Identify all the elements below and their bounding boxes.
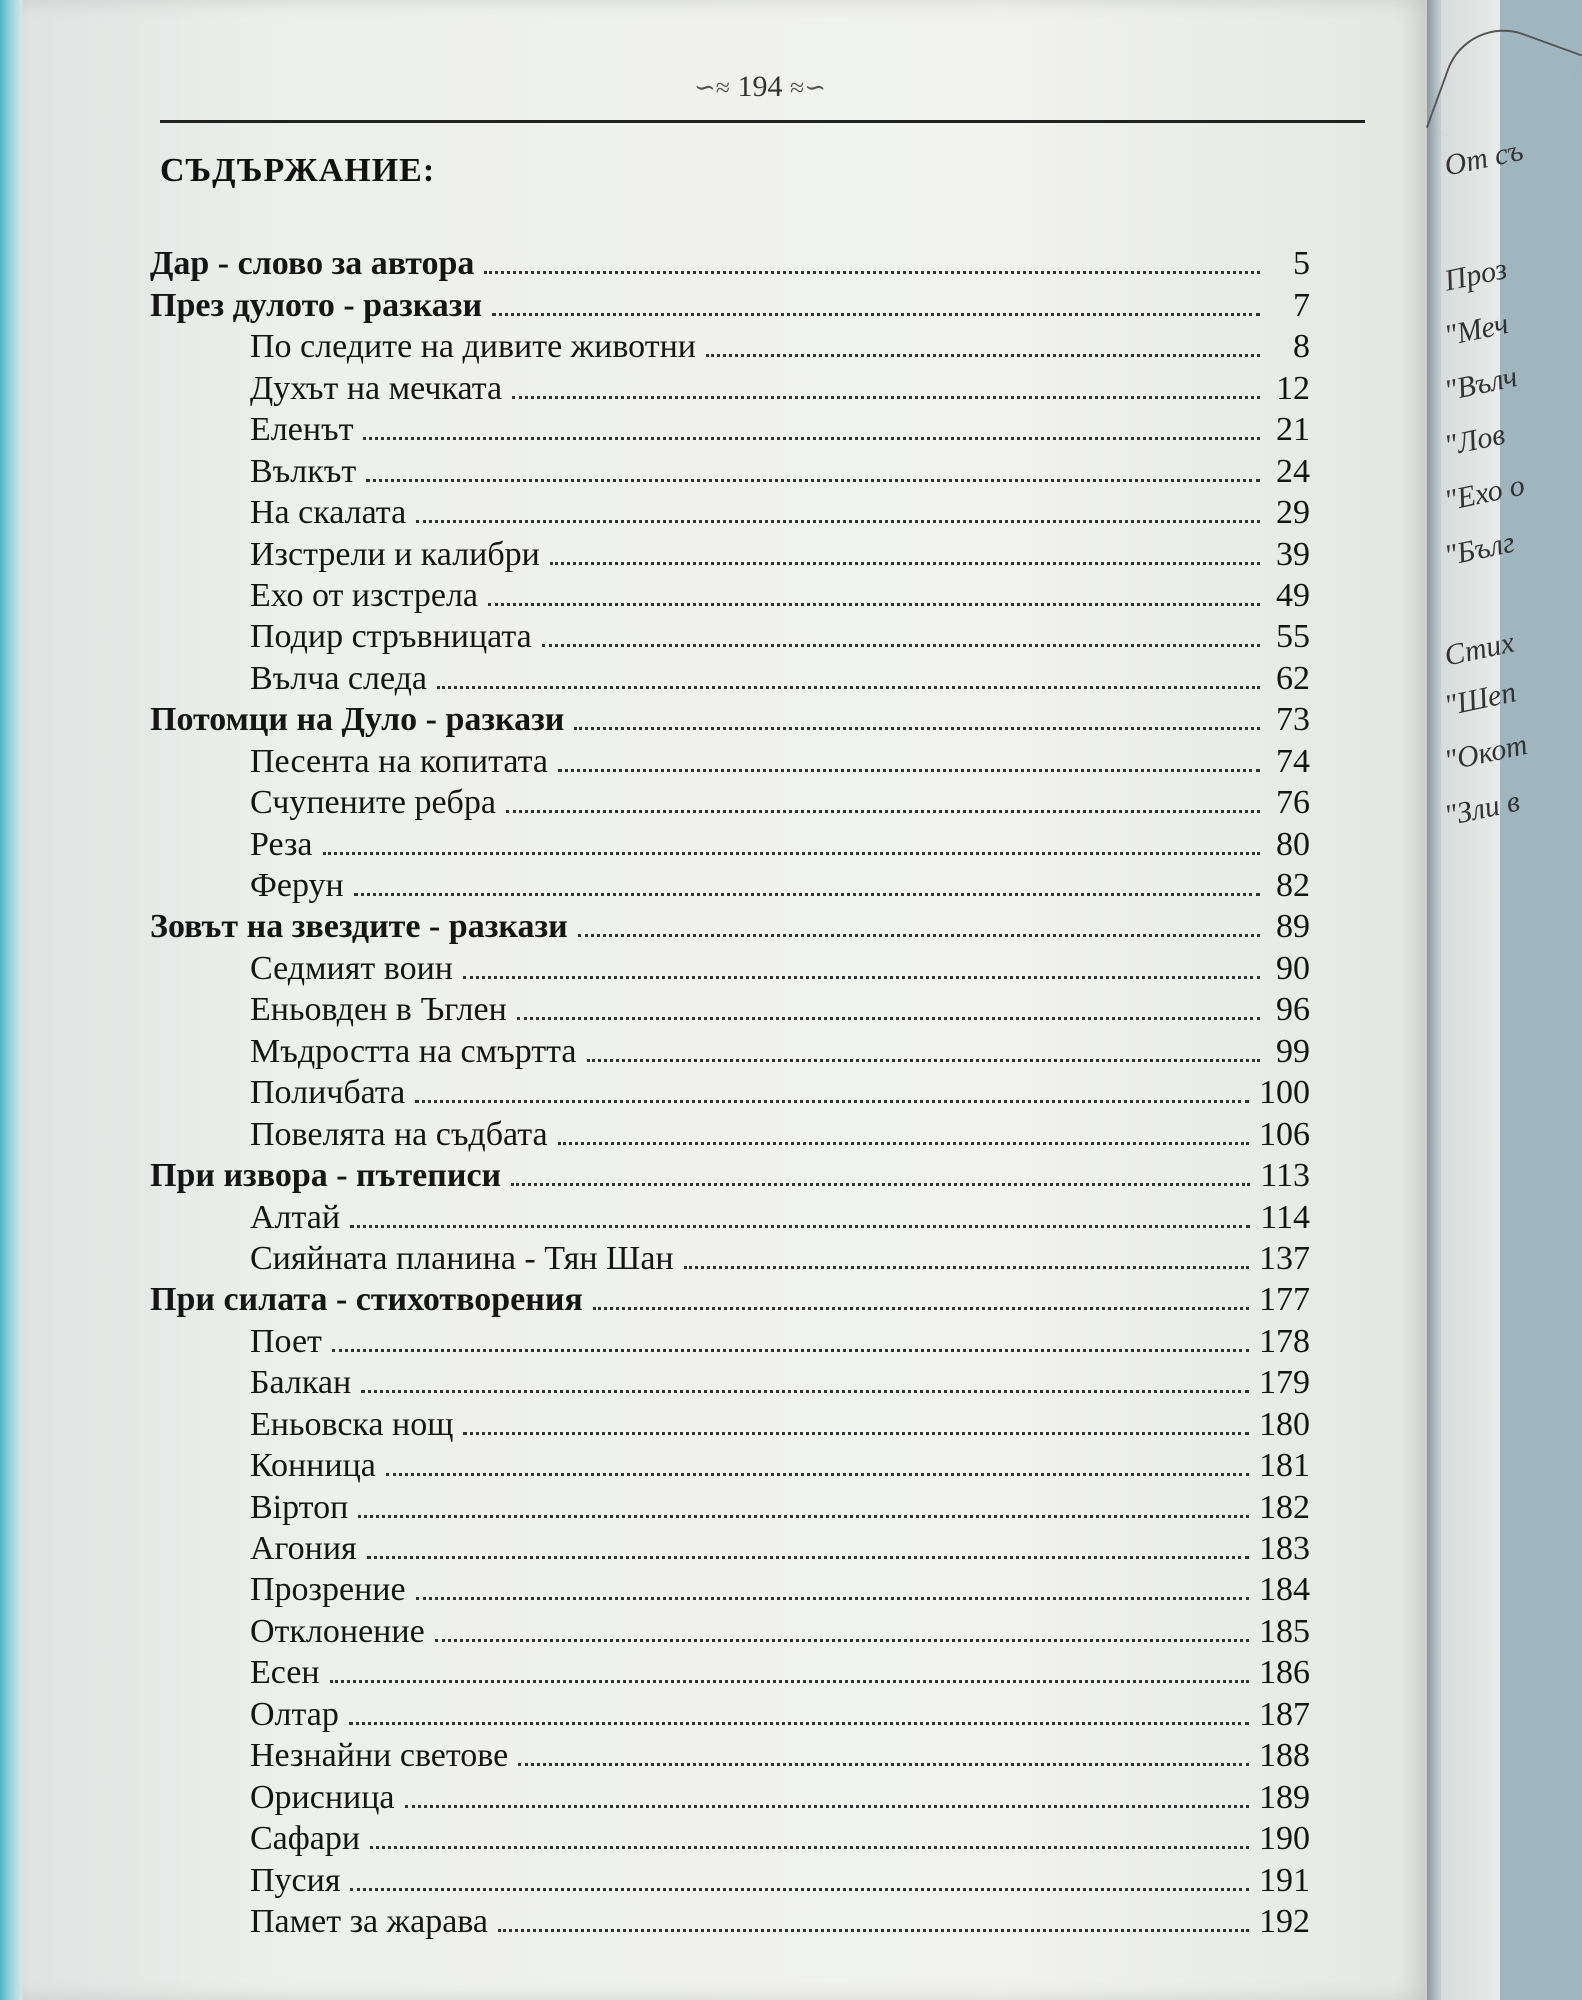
- toc-dot-leader: [506, 810, 1260, 813]
- toc-entry-label: Ехо от изстрела: [250, 576, 479, 614]
- toc-entry-page: 24: [1276, 452, 1310, 490]
- toc-section-entry: [150, 1152, 1310, 1193]
- toc-entry-page: 188: [1259, 1737, 1310, 1775]
- toc-dot-leader: [498, 1929, 1249, 1932]
- toc-dot-leader: [484, 271, 1260, 274]
- toc-subentry: [150, 613, 1310, 654]
- toc-entry-page: 62: [1276, 659, 1310, 697]
- toc-title: СЪДЪРЖАНИЕ:: [160, 152, 436, 189]
- toc-entry-label: Еньовска нощ: [250, 1405, 454, 1443]
- toc-dot-leader: [706, 354, 1260, 357]
- toc-entry-page: 178: [1259, 1322, 1310, 1360]
- toc-entry-page: 21: [1276, 411, 1310, 449]
- toc-entry-label: Поет: [250, 1322, 322, 1360]
- facing-page-text: "Лов: [1441, 417, 1508, 463]
- toc-subentry: [150, 1898, 1310, 1939]
- toc-subentry: [150, 406, 1310, 447]
- toc-entry-label: Ферун: [250, 867, 344, 904]
- toc-entry-label: Счупените ребра: [250, 784, 496, 822]
- toc-entry-page: 177: [1259, 1281, 1310, 1319]
- toc-subentry: [150, 364, 1310, 405]
- toc-entry-label: Пусия: [250, 1861, 341, 1899]
- toc-entry-label: Прозрение: [250, 1571, 406, 1609]
- toc-subentry: [150, 737, 1310, 778]
- toc-entry-page: 7: [1293, 286, 1310, 324]
- toc-subentry: [150, 572, 1310, 613]
- toc-dot-leader: [323, 852, 1261, 855]
- toc-subentry: [150, 1856, 1310, 1897]
- toc-entry-label: Вълча следа: [250, 659, 428, 697]
- toc-entry-label: Вълкът: [250, 452, 357, 490]
- toc-entry-label: Духът на мечката: [250, 369, 503, 407]
- toc-dot-leader: [512, 396, 1260, 399]
- page-header: [660, 70, 860, 104]
- toc-dot-leader: [350, 1225, 1250, 1228]
- toc-dot-leader: [511, 1183, 1250, 1186]
- left-book-edge: [0, 0, 22, 2000]
- toc-entry-page: 187: [1259, 1695, 1310, 1733]
- toc-entry-page: 39: [1276, 535, 1310, 573]
- toc-dot-leader: [558, 769, 1260, 772]
- toc-dot-leader: [363, 437, 1260, 440]
- toc-entry-page: 8: [1293, 328, 1310, 366]
- toc-entry-page: 182: [1259, 1488, 1310, 1526]
- toc-dot-leader: [684, 1266, 1249, 1269]
- toc-entry-label: Потомци на Дуло - разкази: [150, 701, 565, 739]
- toc-entry-label: Незнайни светове: [250, 1737, 509, 1775]
- toc-dot-leader: [416, 1597, 1249, 1600]
- toc-dot-leader: [358, 1515, 1249, 1518]
- toc-subentry: [150, 489, 1310, 530]
- toc-entry-label: Зовът на звездите - разкази: [150, 908, 568, 946]
- toc-section-entry: [150, 240, 1310, 281]
- book-gutter: [1427, 0, 1441, 2000]
- toc-subentry: [150, 779, 1310, 820]
- toc-entry-page: 113: [1260, 1157, 1310, 1195]
- toc-dot-leader: [517, 1017, 1260, 1020]
- toc-dot-leader: [405, 1805, 1249, 1808]
- toc-entry-page: 192: [1259, 1902, 1310, 1940]
- toc-entry-label: Агония: [250, 1530, 357, 1567]
- toc-dot-leader: [587, 1059, 1260, 1062]
- facing-page-text: "Зли в: [1441, 784, 1523, 833]
- toc-entry-label: Еньовден в Ъглен: [250, 991, 507, 1029]
- toc-entry-page: 183: [1259, 1530, 1310, 1567]
- toc-subentry: [150, 862, 1310, 903]
- toc-subentry: [150, 1690, 1310, 1731]
- toc-entry-page: 55: [1276, 618, 1310, 656]
- toc-section-entry: [150, 903, 1310, 944]
- toc-subentry: [150, 944, 1310, 985]
- toc-entry-page: 99: [1276, 1032, 1310, 1070]
- toc-entry-label: Изстрели и калибри: [250, 535, 540, 573]
- toc-dot-leader: [550, 562, 1260, 565]
- toc-subentry: [150, 1649, 1310, 1690]
- toc-dot-leader: [578, 934, 1260, 937]
- table-of-contents: [150, 240, 1310, 1939]
- toc-entry-page: 186: [1259, 1654, 1310, 1692]
- facing-page-text: "Ехо о: [1441, 468, 1528, 518]
- toc-entry-page: 114: [1260, 1198, 1310, 1236]
- toc-subentry: [150, 1442, 1310, 1483]
- toc-subentry: [150, 323, 1310, 364]
- toc-entry-page: 179: [1259, 1364, 1310, 1402]
- toc-entry-page: 180: [1259, 1405, 1310, 1443]
- toc-entry-label: Балкан: [250, 1364, 352, 1402]
- page-number: 194: [737, 70, 783, 103]
- toc-dot-leader: [463, 1432, 1249, 1435]
- toc-dot-leader: [558, 1142, 1249, 1145]
- facing-page-text: "Шеп: [1441, 675, 1519, 723]
- toc-dot-leader: [366, 479, 1260, 482]
- toc-entry-label: Подир стръвницата: [250, 618, 532, 656]
- toc-dot-leader: [350, 1888, 1249, 1891]
- toc-entry-label: Віртоп: [250, 1488, 349, 1526]
- header-rule: [160, 120, 1365, 123]
- toc-entry-page: 96: [1276, 991, 1310, 1029]
- toc-dot-leader: [492, 313, 1260, 316]
- toc-entry-label: Отклонение: [250, 1612, 425, 1650]
- toc-dot-leader: [354, 893, 1260, 896]
- toc-entry-page: 185: [1259, 1612, 1310, 1650]
- toc-entry-page: 76: [1276, 784, 1310, 822]
- toc-entry-page: 12: [1276, 369, 1310, 407]
- toc-entry-page: 184: [1259, 1571, 1310, 1609]
- toc-entry-page: 74: [1276, 742, 1310, 780]
- facing-page-text: "Меч: [1441, 306, 1512, 353]
- toc-entry-label: Мъдростта на смъртта: [250, 1032, 577, 1070]
- toc-entry-label: Еленът: [250, 411, 354, 449]
- toc-dot-leader: [361, 1390, 1249, 1393]
- toc-entry-label: Повелята на съдбата: [250, 1115, 548, 1153]
- toc-section-entry: [150, 1276, 1310, 1317]
- toc-entry-label: Седмият воин: [250, 949, 453, 987]
- toc-subentry: [150, 1815, 1310, 1856]
- toc-entry-label: Памет за жарава: [250, 1902, 488, 1940]
- toc-entry-page: 190: [1259, 1820, 1310, 1858]
- toc-subentry: [150, 1566, 1310, 1607]
- toc-dot-leader: [593, 1307, 1249, 1310]
- toc-entry-label: По следите на дивите животни: [250, 328, 696, 366]
- toc-subentry: [150, 1193, 1310, 1234]
- toc-entry-label: Алтай: [250, 1198, 341, 1236]
- toc-entry-page: 29: [1276, 494, 1310, 532]
- toc-subentry: [150, 1400, 1310, 1441]
- toc-subentry: [150, 1525, 1310, 1566]
- facing-page-text: Стих: [1441, 625, 1518, 673]
- facing-page-text: От съ: [1441, 133, 1526, 183]
- toc-subentry: [150, 1732, 1310, 1773]
- toc-entry-page: 82: [1276, 867, 1310, 904]
- toc-entry-label: Есен: [250, 1654, 320, 1692]
- toc-entry-page: 106: [1259, 1115, 1310, 1153]
- toc-section-entry: [150, 696, 1310, 737]
- toc-subentry: [150, 1317, 1310, 1358]
- toc-entry-page: 89: [1276, 908, 1310, 946]
- toc-subentry: [150, 1069, 1310, 1110]
- toc-dot-leader: [542, 644, 1260, 647]
- right-ornament-icon: ≈∽: [790, 73, 827, 102]
- toc-entry-page: 90: [1276, 949, 1310, 987]
- facing-page-text: "Бълг: [1441, 525, 1518, 573]
- toc-section-entry: [150, 281, 1310, 322]
- toc-entry-label: Олтар: [250, 1695, 339, 1733]
- toc-entry-label: При извора - пътеписи: [150, 1157, 502, 1195]
- toc-entry-label: Песента на копитата: [250, 742, 548, 780]
- toc-subentry: [150, 1483, 1310, 1524]
- toc-subentry: [150, 1110, 1310, 1151]
- facing-page-text: Проз: [1441, 252, 1510, 298]
- toc-subentry: [150, 1235, 1310, 1276]
- toc-entry-page: 49: [1276, 576, 1310, 614]
- toc-entry-label: През дулото - разкази: [150, 286, 483, 324]
- toc-entry-label: Конница: [250, 1447, 376, 1485]
- toc-dot-leader: [370, 1846, 1249, 1849]
- toc-dot-leader: [367, 1556, 1249, 1559]
- toc-subentry: [150, 447, 1310, 488]
- toc-entry-page: 137: [1259, 1239, 1310, 1277]
- toc-dot-leader: [463, 976, 1260, 979]
- toc-subentry: [150, 1027, 1310, 1068]
- toc-subentry: [150, 530, 1310, 571]
- toc-entry-label: Реза: [250, 825, 313, 863]
- toc-entry-label: Поличбата: [250, 1074, 406, 1112]
- toc-subentry: [150, 1607, 1310, 1648]
- toc-entry-page: 191: [1259, 1861, 1310, 1899]
- toc-dot-leader: [435, 1639, 1249, 1642]
- toc-dot-leader: [437, 686, 1260, 689]
- toc-dot-leader: [415, 1100, 1249, 1103]
- toc-subentry: [150, 820, 1310, 861]
- toc-entry-page: 100: [1259, 1074, 1310, 1112]
- toc-entry-label: Орисница: [250, 1778, 395, 1816]
- toc-dot-leader: [518, 1763, 1249, 1766]
- toc-subentry: [150, 1773, 1310, 1814]
- toc-entry-label: Дар - слово за автора: [150, 245, 475, 283]
- toc-entry-page: 5: [1293, 245, 1310, 283]
- toc-entry-label: Сияйната планина - Тян Шан: [250, 1239, 674, 1277]
- toc-entry-page: 73: [1276, 701, 1310, 739]
- facing-page-text: "Вълч: [1441, 360, 1521, 408]
- toc-dot-leader: [574, 727, 1260, 730]
- toc-entry-label: При силата - стихотворения: [150, 1281, 583, 1319]
- toc-subentry: [150, 1359, 1310, 1400]
- toc-dot-leader: [330, 1680, 1249, 1683]
- toc-dot-leader: [416, 520, 1260, 523]
- toc-dot-leader: [488, 603, 1260, 606]
- toc-entry-page: 181: [1259, 1447, 1310, 1485]
- toc-entry-label: Сафари: [250, 1820, 361, 1858]
- toc-subentry: [150, 654, 1310, 695]
- toc-dot-leader: [386, 1473, 1249, 1476]
- toc-entry-page: 189: [1259, 1778, 1310, 1816]
- toc-entry-label: На скалата: [250, 494, 407, 532]
- toc-dot-leader: [332, 1349, 1249, 1352]
- facing-page-text: "Окот: [1441, 727, 1531, 778]
- toc-subentry: [150, 986, 1310, 1027]
- toc-dot-leader: [349, 1722, 1249, 1725]
- facing-page-edge: [1441, 0, 1531, 2000]
- left-ornament-icon: ∽≈: [693, 73, 730, 102]
- toc-entry-page: 80: [1276, 825, 1310, 863]
